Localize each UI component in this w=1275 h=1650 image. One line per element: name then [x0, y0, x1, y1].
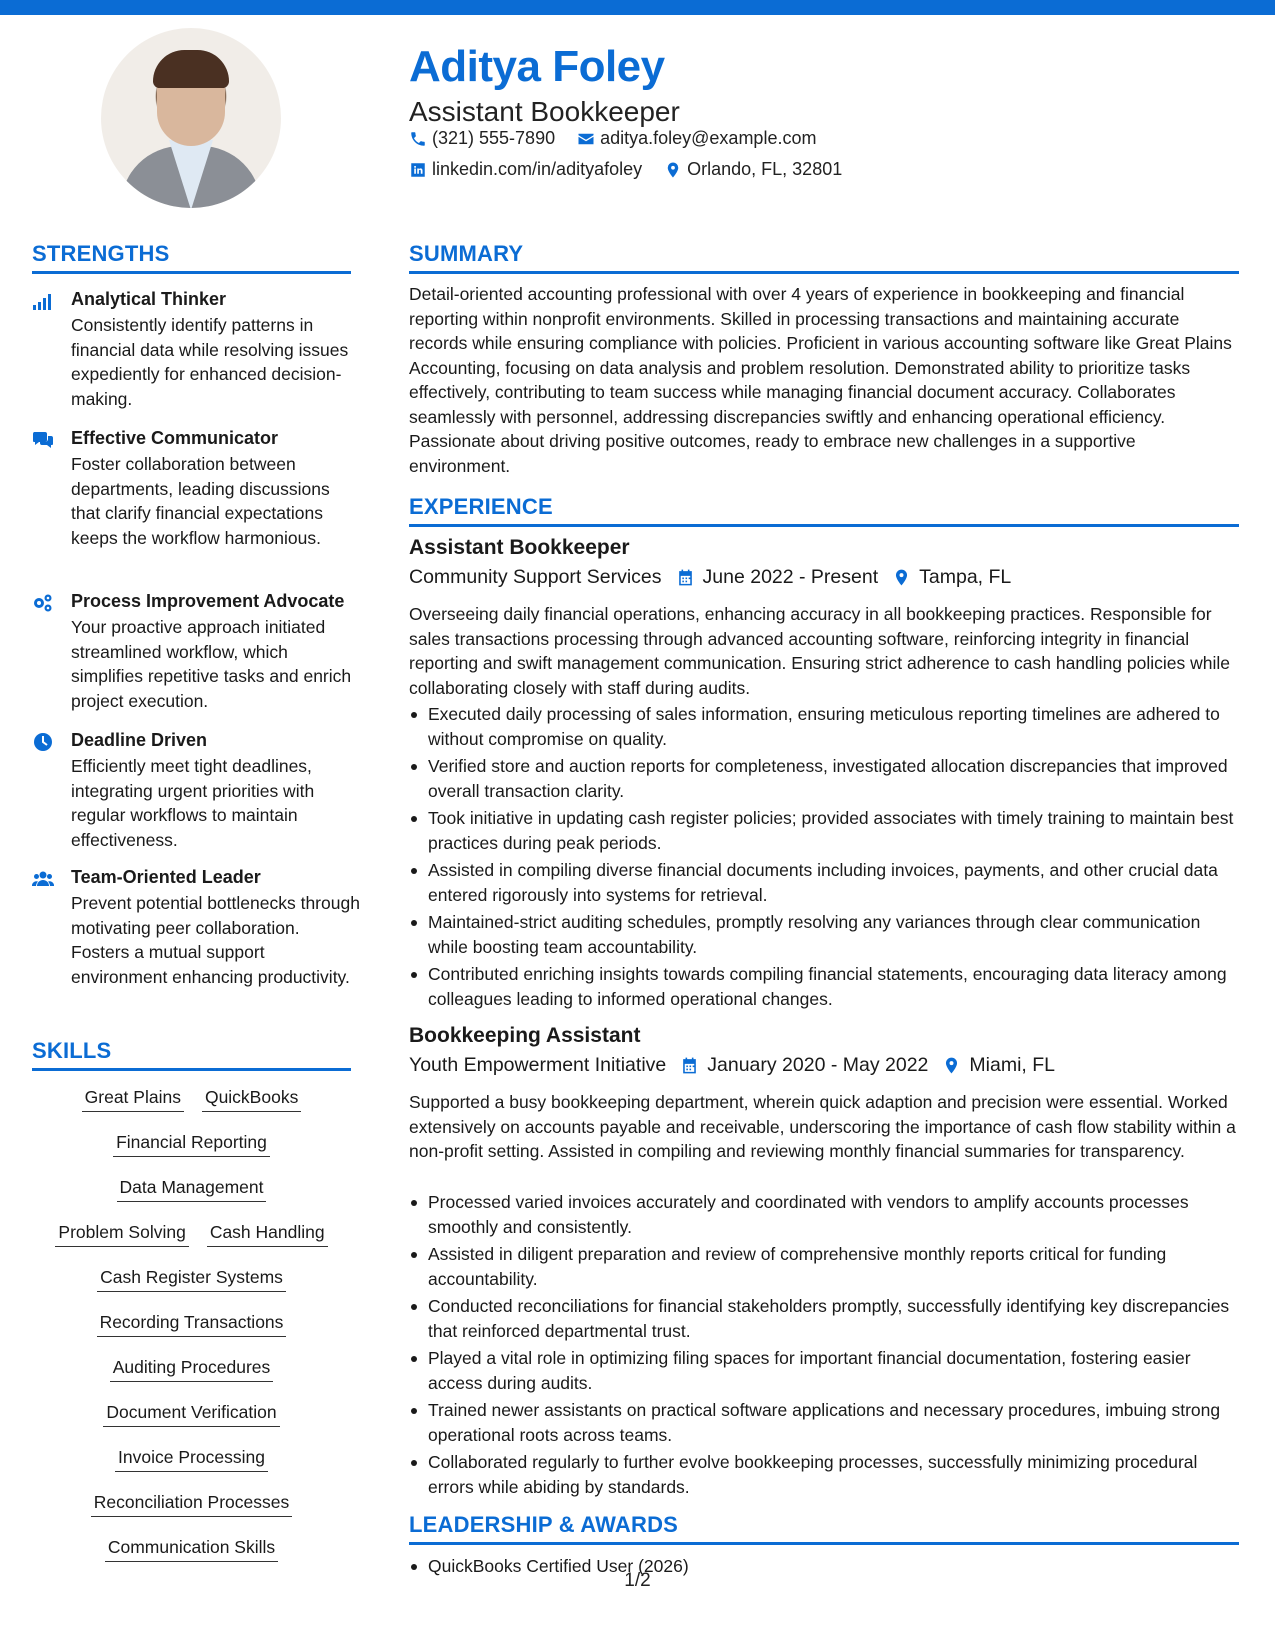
- contact-row-1: [409, 128, 816, 149]
- signal-bars-icon: [32, 291, 54, 311]
- profile-photo: [101, 28, 281, 208]
- job-bullet: Assisted in compiling diverse financial documents including invoices, payments, and other crucial data entered rigorously into systems for retrieval.: [409, 858, 1239, 907]
- map-pin-icon: [942, 1056, 961, 1075]
- experience-heading: EXPERIENCE: [409, 494, 1239, 527]
- candidate-name: Aditya Foley: [409, 42, 665, 91]
- contact-row-2: [409, 159, 842, 180]
- skill-tag: Invoice Processing: [115, 1445, 268, 1472]
- skill-tag: Great Plains: [82, 1085, 184, 1112]
- job-company: Youth Empowerment Initiative: [409, 1054, 667, 1076]
- strength-desc: Consistently identify patterns in financial data while resolving issues expediently for enhanced decision-making.: [71, 315, 349, 409]
- skill-tag: Data Management: [117, 1175, 267, 1202]
- skill-tag: Document Verification: [103, 1400, 279, 1427]
- job-bullet: Took initiative in updating cash register policies; provided associates with timely training to maintain best practices during peak periods.: [409, 806, 1239, 855]
- chat-bubbles-icon: [32, 430, 54, 450]
- job-role: Bookkeeping Assistant: [409, 1024, 641, 1047]
- linkedin-icon: [409, 161, 427, 179]
- map-pin-icon: [892, 568, 911, 587]
- strength-desc: Your proactive approach initiated streamlined workflow, which simplifies repetitive tasks and enrich project execution.: [71, 617, 352, 711]
- gears-icon: [32, 593, 54, 613]
- map-pin-icon: [664, 161, 682, 179]
- strengths-heading: STRENGTHS: [32, 241, 351, 274]
- skill-tag: Problem Solving: [55, 1220, 188, 1247]
- location-contact: [664, 159, 842, 180]
- phone-contact[interactable]: [409, 128, 555, 149]
- skills-heading: SKILLS: [32, 1038, 351, 1071]
- strength-desc: Prevent potential bottlenecks through motivating peer collaboration. Fosters a mutual support environment enhancing productivity.: [71, 893, 360, 987]
- job-bullet: Contributed enriching insights towards compiling financial statements, encouraging data literacy among colleagues leading to informed operational changes.: [409, 962, 1239, 1011]
- envelope-icon: [577, 130, 595, 148]
- strength-title: Process Improvement Advocate: [71, 591, 345, 611]
- job-summary: Overseeing daily financial operations, enhancing accuracy in all bookkeeping practices. Responsible for sales transactions processing through advanced accounting software, reinforcing integrity in financial reporting and swift management communication. Ensuring strict adherence to cash handling policies while collaborating closely with staff during audits.: [409, 604, 1230, 698]
- email-contact[interactable]: [577, 128, 816, 149]
- skills-list: [32, 1085, 351, 1580]
- award-item: QuickBooks Certified User (2026): [409, 1554, 1239, 1579]
- job-bullet: Verified store and auction reports for completeness, investigated allocation discrepancies that improved overall transaction clarity.: [409, 754, 1239, 803]
- job-bullets: [409, 702, 1239, 1014]
- job-bullet: Played a vital role in optimizing filing spaces for important financial documentation, fostering easier access during audits.: [409, 1346, 1239, 1395]
- summary-text: Detail-oriented accounting professional with over 4 years of experience in bookkeeping and financial reporting within nonprofit environments. Skilled in processing transactions and maintaining accurate records while ensuring compliance with policies. Proficient in various accounting software like Great Plains Accounting, focusing on data analysis and problem resolution. Demonstrated ability to prioritize tasks effectively, contributing to team success while managing financial document accuracy. Collaborates seamlessly with personnel, addressing discrepancies swiftly and enhancing operational efficiency. Passionate about driving positive outcomes, ready to embrace new challenges in a supportive environment.: [409, 284, 1232, 476]
- job-bullet: Processed varied invoices accurately and coordinated with vendors to amplify accounts processes smoothly and consistently.: [409, 1190, 1239, 1239]
- job-location: Tampa, FL: [919, 566, 1012, 588]
- summary-heading: SUMMARY: [409, 241, 1239, 274]
- email-text: aditya.foley@example.com: [600, 128, 817, 148]
- skill-tag: Cash Register Systems: [97, 1265, 286, 1292]
- job-bullet: Trained newer assistants on practical software applications and necessary procedures, imbuing strong operational roots across teams.: [409, 1398, 1239, 1447]
- strength-desc: Foster collaboration between departments, leading discussions that clarify financial expectations keeps the workflow harmonious.: [71, 454, 330, 548]
- phone-icon: [409, 130, 427, 148]
- job-role: Assistant Bookkeeper: [409, 536, 630, 559]
- job-bullet: Conducted reconciliations for financial stakeholders promptly, successfully identifying key discrepancies that reinforced departmental trust.: [409, 1294, 1239, 1343]
- job-dates: June 2022 - Present: [702, 566, 879, 588]
- linkedin-contact[interactable]: [409, 159, 642, 180]
- calendar-icon: [676, 568, 695, 587]
- calendar-icon: [680, 1056, 699, 1075]
- strength-title: Analytical Thinker: [71, 289, 227, 309]
- skill-tag: Recording Transactions: [97, 1310, 287, 1337]
- skill-tag: Communication Skills: [105, 1535, 278, 1562]
- top-accent-bar: [0, 0, 1275, 15]
- job-bullet: Maintained-strict auditing schedules, promptly resolving any variances through clear communication while boosting team accountability.: [409, 910, 1239, 959]
- job-company: Community Support Services: [409, 566, 662, 588]
- location-text: Orlando, FL, 32801: [687, 159, 843, 179]
- job-bullet: Executed daily processing of sales information, ensuring meticulous reporting timelines are adhered to without compromise on quality.: [409, 702, 1239, 751]
- linkedin-text: linkedin.com/in/adityafoley: [432, 159, 643, 179]
- strength-title: Effective Communicator: [71, 428, 279, 448]
- skill-tag: Auditing Procedures: [110, 1355, 274, 1382]
- candidate-title: Assistant Bookkeeper: [409, 96, 680, 127]
- job-location: Miami, FL: [969, 1054, 1055, 1076]
- clock-icon: [32, 732, 54, 752]
- awards-heading: LEADERSHIP & AWARDS: [409, 1512, 1239, 1545]
- job-summary: Supported a busy bookkeeping department, wherein quick adaption and precision were essential. Worked extensively on accounts payable and receivable, underscoring the importance of cash flow stability within a non-profit setting. Assisted in compiling and reviewing monthly financial summaries for transparency.: [409, 1092, 1236, 1161]
- users-icon: [32, 869, 54, 889]
- job-meta: [409, 1054, 1055, 1077]
- job-dates: January 2020 - May 2022: [707, 1054, 929, 1076]
- skill-tag: Reconciliation Processes: [91, 1490, 293, 1517]
- skill-tag: QuickBooks: [202, 1085, 301, 1112]
- strength-title: Team-Oriented Leader: [71, 867, 261, 887]
- job-bullets: [409, 1190, 1239, 1502]
- job-bullet: Assisted in diligent preparation and review of comprehensive monthly reports critical for funding accountability.: [409, 1242, 1239, 1291]
- skill-tag: Financial Reporting: [113, 1130, 270, 1157]
- job-meta: [409, 566, 1011, 589]
- page-number: 1/2: [624, 1570, 651, 1591]
- job-bullet: Collaborated regularly to further evolve bookkeeping processes, successfully minimizing procedural errors while abiding by standards.: [409, 1450, 1239, 1499]
- skill-tag: Cash Handling: [207, 1220, 328, 1247]
- strength-desc: Efficiently meet tight deadlines, integrating urgent priorities with regular workflows to maintain effectiveness.: [71, 756, 315, 850]
- strength-title: Deadline Driven: [71, 730, 208, 750]
- phone-text: (321) 555-7890: [432, 128, 556, 148]
